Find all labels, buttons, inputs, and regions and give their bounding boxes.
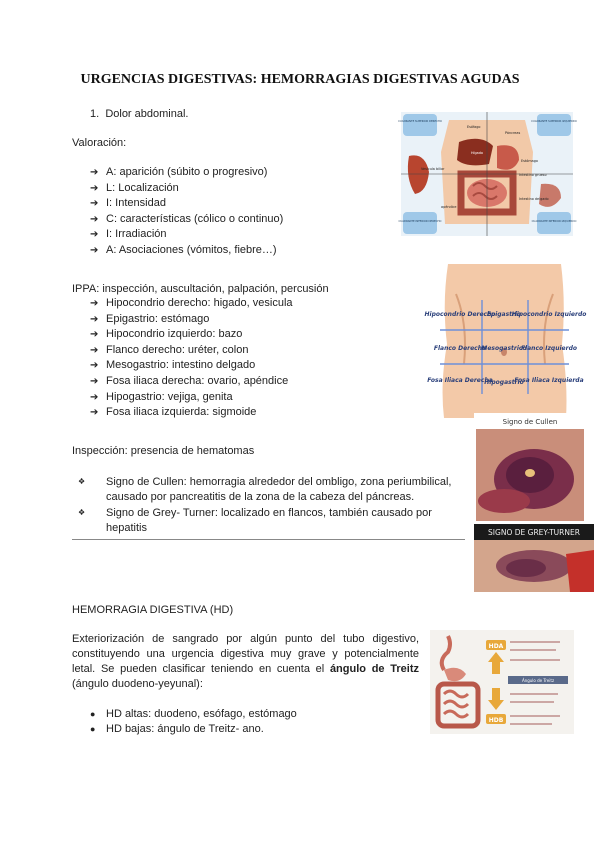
list-item: ❖ Signo de Cullen: hemorragia alrededor del ombligo, zona periumbilical, causado por pancreatitis de la zona de la cabeza del páncreas.: [78, 476, 452, 503]
organ-label: Intestino delgado: [519, 197, 549, 201]
arrow-icon: ➔: [90, 298, 99, 309]
abdominal-regions-figure: [424, 264, 587, 418]
valoracion-list: [90, 165, 283, 259]
hd-paragraph: Exteriorización de sangrado por algún punto del tubo digestivo, constituyendo una urgencia digestiva muy grave y potencialmente letal. Se pueden clasificar teniendo en cuenta el ángulo de Treitz (ángulo duodeno-yeyunal):: [72, 633, 419, 690]
list-item: ➔ Hipogastrio: vejiga, genita: [90, 390, 293, 406]
list-item: ➔ I: Intensidad: [90, 196, 283, 212]
region-label: Hipogastrio: [484, 379, 524, 386]
bullet-dot-icon: ●: [90, 709, 96, 719]
section-divider: [72, 539, 465, 540]
region-label: Epigastrio: [486, 311, 522, 318]
list-item: ➔ A: Asociaciones (vómitos, fiebre…): [90, 243, 283, 259]
hd-bullet-list: [90, 707, 297, 736]
region-label: Mesogastrico: [481, 345, 527, 352]
grey-turner-sign-figure: [474, 524, 594, 592]
region-label: Flanco Derecho: [433, 345, 487, 352]
arrow-icon: ➔: [90, 213, 99, 225]
list-item: ➔ Epigastrio: estómago: [90, 312, 293, 328]
hdb-label: HDB: [488, 717, 504, 724]
organ-label: Estómago: [521, 159, 538, 163]
region-label: Hipocondrio Derecho: [424, 311, 496, 318]
organ-label: apéndice: [441, 205, 457, 209]
arrow-icon: ➔: [90, 407, 99, 419]
section-heading-text: Dolor abdominal.: [105, 108, 189, 120]
list-item: ➔ C: características (cólico o continuo): [90, 212, 283, 228]
region-label: Fosa Iliaca Derecha: [427, 377, 493, 384]
list-item: ➔ Hipocondrio derecho: higado, vesicula: [90, 296, 293, 312]
diamond-bullet-icon: ❖: [78, 477, 86, 486]
quadrant-label: CUADRANTE INFERIOR IZQUIERDO: [531, 220, 577, 223]
arrow-icon: ➔: [90, 375, 99, 387]
list-item: ➔ Fosa iliaca izquierda: sigmoide: [90, 405, 293, 421]
section-number: 1.: [90, 108, 100, 120]
arrow-icon: ➔: [90, 167, 99, 178]
region-label: Fosa Iliaca Izquierda: [514, 377, 584, 384]
list-item: ❖ Signo de Grey- Turner: localizado en flancos, también causado por hepatitis: [78, 507, 432, 534]
arrow-icon: ➔: [90, 198, 99, 210]
ippa-list: [90, 296, 293, 421]
arrow-icon: ➔: [90, 391, 99, 403]
hda-label: HDA: [488, 643, 504, 650]
page-title: URGENCIAS DIGESTIVAS: HEMORRAGIAS DIGESTIVAS AGUDAS: [80, 72, 520, 87]
list-item: ➔ L: Localización: [90, 181, 283, 197]
organ-label: Intestino grueso: [519, 173, 547, 177]
list-item: ➔ Hipocondrio izquierdo: bazo: [90, 327, 293, 343]
arrow-icon: ➔: [90, 244, 99, 256]
list-item: ➔ I: Irradiación: [90, 227, 283, 243]
organ-label: Páncreas: [505, 131, 521, 135]
region-label: Flanco Izquierdo: [520, 345, 578, 352]
inspeccion-label: Inspección: presencia de hematomas: [72, 445, 255, 457]
arrow-icon: ➔: [90, 313, 99, 325]
arrow-icon: ➔: [90, 182, 99, 194]
hd-diagram-figure: [430, 630, 574, 734]
list-item: ➔ A: aparición (súbito o progresivo): [90, 165, 283, 181]
figure-caption: SIGNO DE GREY-TURNER: [488, 528, 580, 537]
inspeccion-list: [78, 474, 460, 536]
hd-heading: HEMORRAGIA DIGESTIVA (HD): [72, 604, 234, 616]
quadrant-label: CUADRANTE SUPERIOR DERECHO: [398, 120, 442, 123]
region-label: Hipocondrio Izquierdo: [511, 311, 587, 318]
organ-label: Esófago: [467, 125, 481, 129]
list-item: ➔ Flanco derecho: uréter, colon: [90, 343, 293, 359]
valoracion-label: Valoración:: [72, 137, 127, 149]
arrow-icon: ➔: [90, 229, 99, 241]
list-item: ➔ Mesogastrio: intestino delgado: [90, 358, 293, 374]
diamond-bullet-icon: ❖: [78, 508, 86, 517]
ippa-label: IPPA: inspección, auscultación, palpación, percusión: [72, 283, 329, 295]
treitz-label: Ángulo de Treitz: [521, 678, 555, 683]
arrow-icon: ➔: [90, 329, 99, 341]
figure-caption: Signo de Cullen: [502, 418, 558, 426]
list-item: ➔ Fosa iliaca derecha: ovario, apéndice: [90, 374, 293, 390]
bullet-dot-icon: ●: [90, 723, 96, 734]
section-heading-1: [90, 107, 188, 122]
abdomen-organs-figure: [398, 112, 577, 236]
list-item: ● HD bajas: ángulo de Treitz- ano.: [90, 722, 264, 735]
organ-label: Hígado: [471, 151, 483, 155]
organ-label: Vesícula biliar: [421, 167, 445, 171]
list-item: ● HD altas: duodeno, esófago, estómago: [90, 708, 297, 720]
arrow-icon: ➔: [90, 360, 99, 372]
arrow-icon: ➔: [90, 344, 99, 356]
quadrant-label: CUADRANTE SUPERIOR IZQUIERDO: [531, 120, 577, 123]
quadrant-label: CUADRANTE INFERIOR DERECHO: [398, 220, 442, 223]
cullen-sign-figure: [474, 413, 586, 521]
